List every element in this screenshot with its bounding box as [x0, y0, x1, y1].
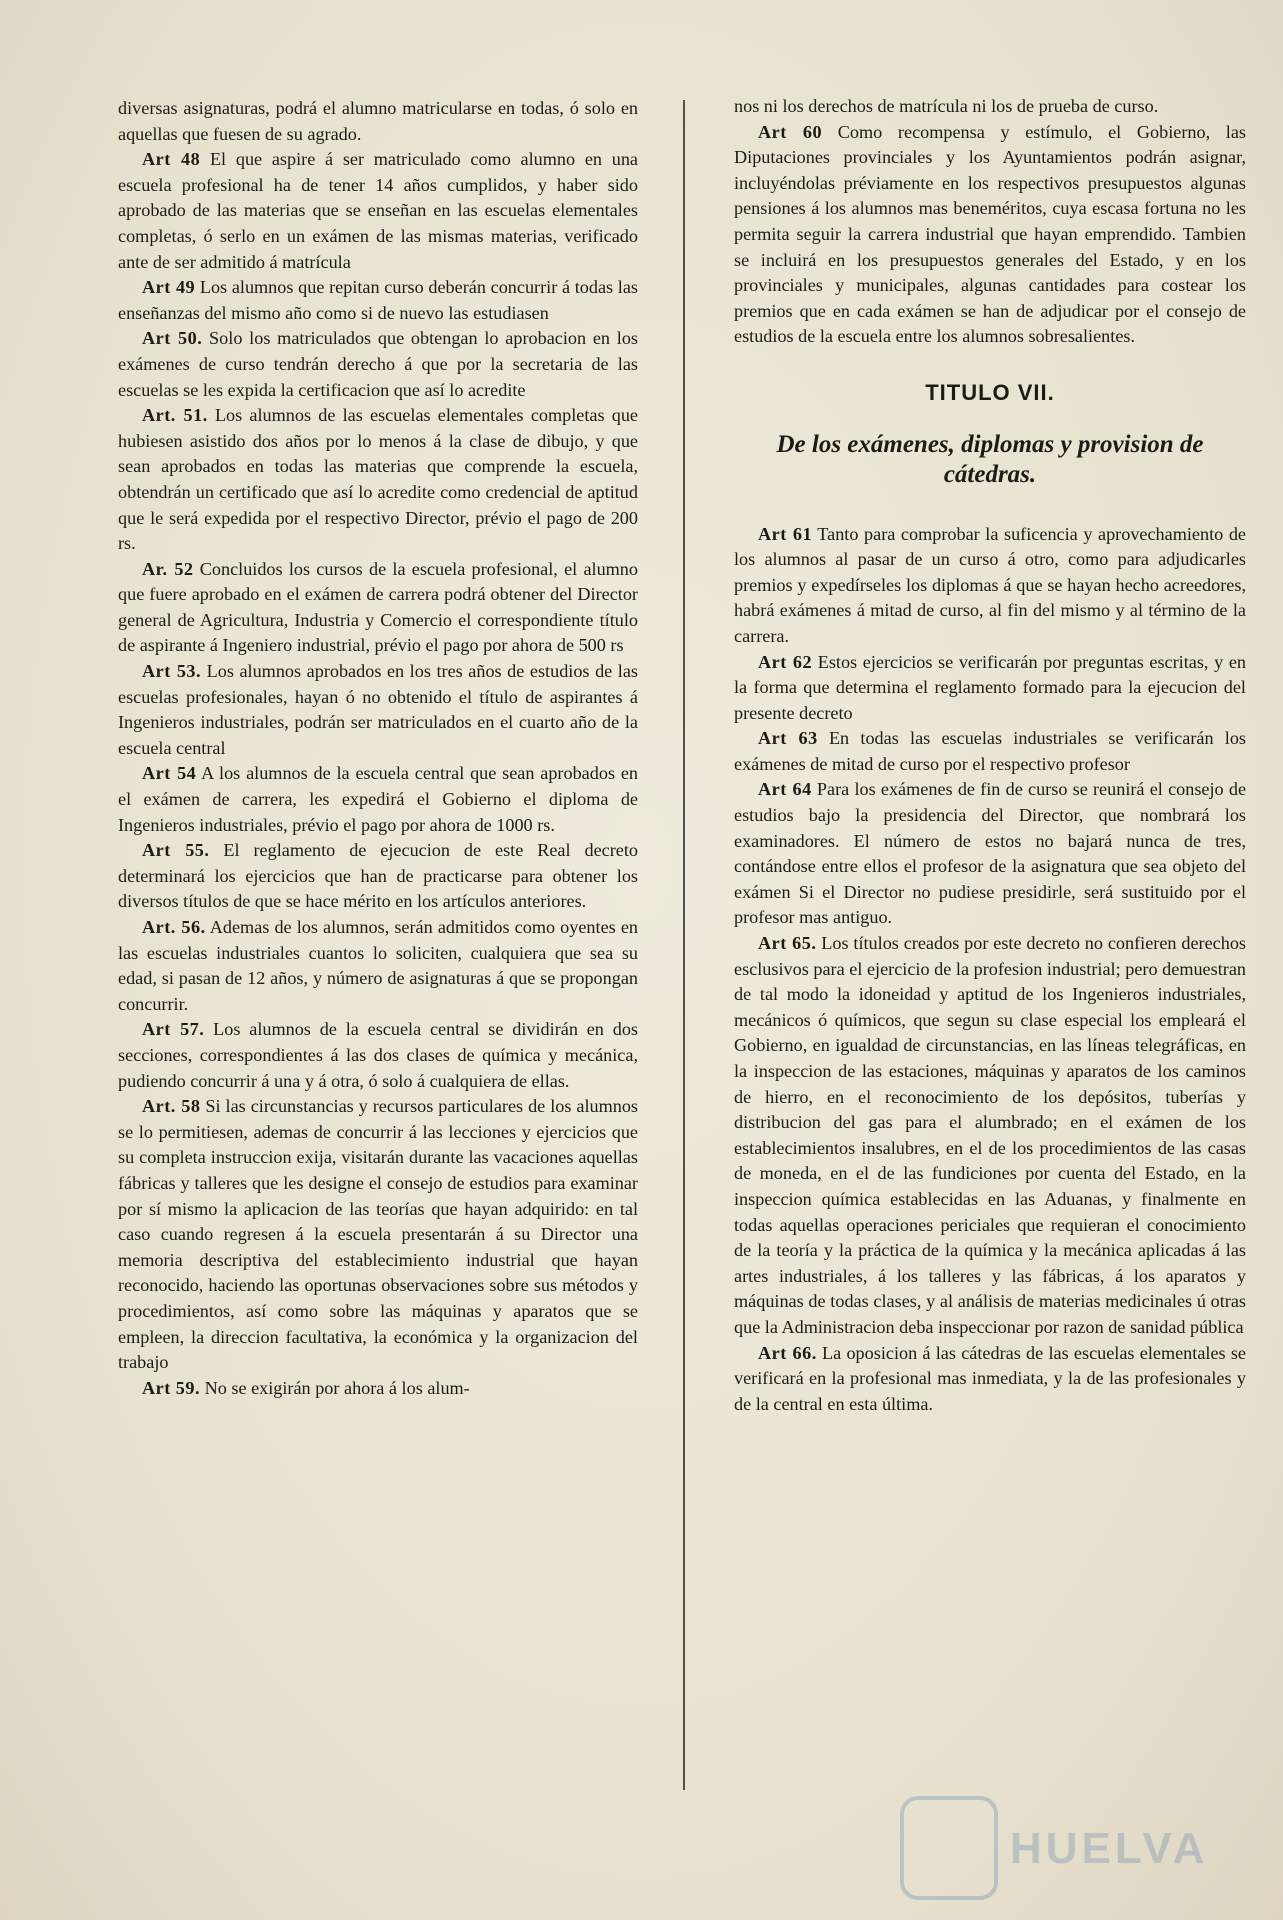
- article-number: Art 49: [142, 277, 196, 298]
- article-text: Estos ejercicios se verificarán por preguntas escritas, y en la forma que determina el reglamento formado para la ejecucion del presente decreto: [734, 651, 1246, 723]
- article-55: [118, 838, 638, 915]
- paragraph-continuation: diversas asignaturas, podrá el alumno matricularse en todas, ó solo en aquellas que fuesen de su agrado.: [118, 98, 638, 144]
- left-column: [118, 96, 638, 1401]
- article-text: La oposicion á las cátedras de las escuelas elementales se verificará en la profesional mas inmediata, y la de las profesionales y de la central en esta última.: [734, 1342, 1247, 1414]
- article-number: Art 62: [758, 651, 813, 672]
- section-title: TITULO VII.: [925, 379, 1055, 405]
- article-60: [734, 120, 1246, 350]
- article-text: Si las circunstancias y recursos particulares de los alumnos se lo permitiesen, ademas de concurrir á las lecciones y ejercicios que su completa instruccion exija, visitarán durante las vacaciones aquellas fábricas y talleres que les designe el consejo de estudios para examinar por sí mismo la aplicacion de las teorías que hayan adquirido: en tal caso cuando regresen á la escuela presentarán á su Director una memoria descriptiva del establecimiento industrial que hayan reconocido, haciendo las oportunas observaciones sobre sus métodos y procedimientos, así como sobre las máquinas y aparatos que se empleen, la direccion facultativa, la económica y la organizacion del trabajo: [118, 1096, 639, 1373]
- column-divider: [683, 100, 685, 1790]
- article-number: Art 48: [142, 149, 201, 170]
- article-56: [118, 915, 638, 1017]
- article-text: A los alumnos de la escuela central que sean aprobados en el exámen de carrera, les expedirá el Gobierno el diploma de Ingenieros industriales, prévio el pago por ahora de 1000 rs.: [118, 763, 639, 835]
- article-61: [734, 522, 1246, 650]
- right-column: [734, 94, 1246, 1417]
- article-number: Art 65.: [758, 933, 817, 954]
- article-number: Art 55.: [142, 840, 210, 861]
- article-text: Los alumnos de las escuelas elementales completas que hubiesen asistido dos años por lo menos á la clase de dibujo, y que sean aprobados en todas las materias que comprende la escuela, obtendrán un certificado que así lo acredite como credencial de aptitud que le será expedida por el respectivo Director, prévio el pago de 200 rs.: [118, 405, 639, 554]
- article-text: El reglamento de ejecucion de este Real decreto determinará los ejercicios que han de practicarse para obtener los diversos títulos de que se hace mérito en los artículos anteriores.: [118, 840, 638, 912]
- article-48: [118, 147, 638, 275]
- article-number: Art. 58: [142, 1096, 201, 1117]
- article-number: Art 63: [758, 728, 818, 749]
- article-66: [734, 1341, 1246, 1418]
- article-number: Art 64: [758, 779, 812, 800]
- article-number: Art 54: [142, 763, 197, 784]
- article-text: Concluidos los cursos de la escuela profesional, el alumno que fuere aprobado en el exámen de carrera podrá obtener del Director general de Agricultura, Industria y Comercio el correspondiente título de aspirante á Ingeniero industrial, prévio el pago por ahora de 500 rs: [118, 558, 638, 656]
- article-number: Art 61: [758, 523, 813, 544]
- article-50: [118, 326, 638, 403]
- paragraph-continuation: nos ni los derechos de matrícula ni los de prueba de curso.: [734, 96, 1159, 116]
- article-53: [118, 659, 638, 761]
- article-58: [118, 1094, 638, 1376]
- article-number: Art. 56.: [142, 917, 206, 937]
- watermark-text: HUELVA: [1010, 1824, 1209, 1873]
- article-number: Art 57.: [142, 1019, 205, 1040]
- article-text: Tanto para comprobar la suficencia y aprovechamiento de los alumnos al pasar de un curso á otro, como para adjudicarles premios y expedírseles los diplomas á que se hayan hecho acreedores, habrá exámenes á mitad de curso, al fin del mismo y al término de la carrera.: [734, 523, 1246, 646]
- archive-logo-icon: [900, 1796, 998, 1900]
- article-54: [118, 761, 638, 838]
- article-text: En todas las escuelas industriales se verificarán los exámenes de mitad de curso por el respectivo profesor: [734, 728, 1247, 774]
- article-57: [118, 1017, 638, 1094]
- article-65: [734, 931, 1246, 1341]
- article-number: Art 66.: [758, 1342, 817, 1363]
- article-text: Para los exámenes de fin de curso se reunirá el consejo de estudios bajo la presidencia del Director, que nombrará los examinadores. El número de estos no bajará nunca de tres, contándose entre ellos el profesor de la asignatura que sea objeto del exámen Si el Director no pudiese presidirle, será sustituido por el profesor mas antiguo.: [734, 779, 1247, 928]
- article-59: [118, 1376, 638, 1402]
- article-51: [118, 403, 638, 557]
- article-text: Ademas de los alumnos, serán admitidos como oyentes en las escuelas industriales cuantos lo soliciten, cualquiera que sea su edad, si pasan de 12 años, y número de asignaturas á que se propongan concurrir.: [118, 917, 639, 1014]
- article-62: [734, 650, 1246, 727]
- article-text: El que aspire á ser matriculado como alumno en una escuela profesional ha de tener 14 años cumplidos, y haber sido aprobado de las materias que se enseñan en las escuelas elementales completas, ó serlo en un exámen de las mismas materias, verificado ante de ser admitido á matrícula: [118, 149, 638, 272]
- article-text: Los títulos creados por este decreto no confieren derechos esclusivos para el ejercicio de la profesion industrial; pero demuestran de tal modo la idoneidad y aptitud de los Ingenieros industriales, mecánicos ó químicos, que segun su clase especial los empleará el Gobierno, en igualdad de circunstancias, en las líneas telegráficas, en la inspeccion de las estaciones, máquinas y aparatos de los caminos de hierro, en el reconocimiento de los depósitos, tuberías y distribucion del gas para el alumbrado; en el exámen de los establecimientos insalubres, en el de los procedimientos de las casas de moneda, en el de las fundiciones por cuenta del Estado, en la inspeccion química establecidas en las Aduanas, y finalmente en todas aquellas operaciones periciales que requieran el conocimiento de la teoría y la práctica de la química y la mecánica aplicadas á las artes industriales, á los talleres y las fábricas, á los aparatos y máquinas de todas clases, y al análisis de materias medicinales ú otras que la Administracion deba inspeccionar por razon de sanidad pública: [734, 933, 1246, 1337]
- section-subtitle: De los exámenes, diplomas y provision de cátedras.: [776, 430, 1204, 488]
- article-49: [118, 275, 638, 326]
- article-text: Solo los matriculados que obtengan lo aprobacion en los exámenes de curso tendrán derecho á que por la secretaria de las escuelas se les expida la certificacion que así lo acredite: [118, 328, 639, 400]
- article-52: [118, 557, 638, 659]
- article-63: [734, 726, 1246, 777]
- article-text: Los alumnos de la escuela central se dividirán en dos secciones, correspondientes á las dos clases de química y mecánica, pudiendo concurrir á una y á otra, ó solo á cualquiera de ellas.: [118, 1019, 638, 1091]
- article-number: Art 53.: [142, 661, 202, 682]
- article-number: Ar. 52: [142, 558, 194, 579]
- article-number: Art. 51.: [142, 405, 208, 426]
- article-text: Los alumnos aprobados en los tres años de estudios de las escuelas profesionales, hayan ó no obtenido el título de aspirantes á Ingenieros industriales, podrán ser matriculados en el cuarto año de la escuela central: [118, 661, 638, 758]
- article-64: [734, 777, 1246, 931]
- archive-watermark: [880, 1790, 1240, 1900]
- article-text: No se exigirán por ahora á los alum-: [200, 1377, 470, 1398]
- article-number: Art 59.: [142, 1377, 201, 1398]
- article-number: Art 50.: [142, 328, 203, 349]
- article-text: Como recompensa y estímulo, el Gobierno, las Diputaciones provinciales y los Ayuntamientos podrán asignar, incluyéndolas préviamente en los respectivos presupuestos algunas pensiones á los alumnos mas beneméritos, cuya escasa fortuna no les permita seguir la carrera industrial que hayan emprendido. Tambien se incluirá en los presupuestos generales del Estado, y en los provinciales y municipales, algunas cantidades para costear los premios que en cada exámen se han de adjudicar por el consejo de estudios de la escuela entre los alumnos sobresalientes.: [734, 121, 1246, 347]
- article-number: Art 60: [758, 121, 823, 142]
- article-text: Los alumnos que repitan curso deberán concurrir á todas las enseñanzas del mismo año como si de nuevo las estudiasen: [118, 277, 639, 323]
